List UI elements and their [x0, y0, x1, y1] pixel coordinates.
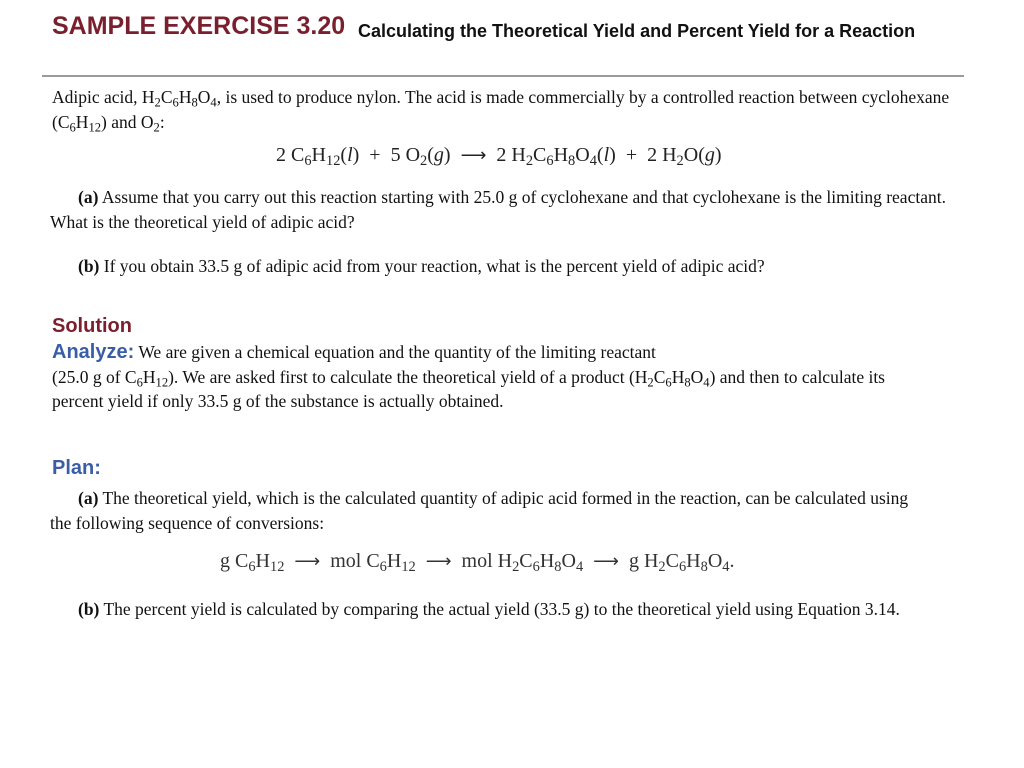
- header-divider: [42, 75, 964, 77]
- analyze-label: Analyze:: [52, 341, 135, 363]
- plan-heading: Plan:: [52, 457, 101, 479]
- plan-a-label: (a): [78, 488, 99, 508]
- plan-b-label: (b): [78, 599, 100, 619]
- reaction-equation: 2 $C_6H_{12}(l) + 5$ $O_2(g)$ ⟶ 2 $H_2C_6H_8O_4(l) + 2$ $H_2O(g)$: [276, 144, 722, 170]
- question-b: (b) If you obtain 33.5 g of adipic acid from your reaction, what is the percent yield of adipic acid?: [78, 256, 765, 276]
- question-a-label: (a): [78, 187, 99, 207]
- exercise-title: Calculating the Theoretical Yield and Percent Yield for a Reaction: [358, 21, 916, 41]
- long-right-arrow-icon: ⟶: [460, 145, 487, 166]
- long-right-arrow-icon: ⟶: [593, 551, 619, 572]
- question-b-label: (b): [78, 256, 100, 276]
- plan-b: (b) The percent yield is calculated by comparing the actual yield (33.5 g) to the theoretical yield using Equation 3.14.: [78, 599, 900, 619]
- long-right-arrow-icon: ⟶: [425, 551, 452, 572]
- question-a: (a) Assume that you carry out this reaction starting with 25.0 g of cyclohexane and that cyclohexane is the limiting reactant. What is the theoretical yield of adipic acid?: [50, 187, 946, 232]
- exercise-label: SAMPLE EXERCISE 3.20: [52, 12, 346, 40]
- long-right-arrow-icon: ⟶: [294, 551, 321, 572]
- analyze-paragraph: Analyze: We are given a chemical equation and the quantity of the limiting reactant (25.0 g of $C_6H_{12}$). We are asked first to calculate the theoretical yield of a product $(H_2C_6H_8O_4)$ and then to calculate its percent yield if only 33.5 g of the substance is actually obtained.: [52, 341, 885, 411]
- intro-paragraph: Adipic acid, $H_2C_6H_8O_4$, is used to produce nylon. The acid is made commercially by a controlled reaction between cyclohexane $(C_6H_{12})$ and $O_2$:: [52, 87, 950, 135]
- conversion-sequence: g $C_6H_{12}$ ⟶ mol $C_6H_{12}$ ⟶ mol $H_2C_6H_8O_4$ ⟶ g $H_2C_6H_8O_4$.: [220, 550, 735, 576]
- plan-a: (a) The theoretical yield, which is the calculated quantity of adipic acid formed in the reaction, can be calculated using the following sequence of conversions:: [50, 488, 909, 533]
- solution-heading: Solution: [52, 315, 132, 337]
